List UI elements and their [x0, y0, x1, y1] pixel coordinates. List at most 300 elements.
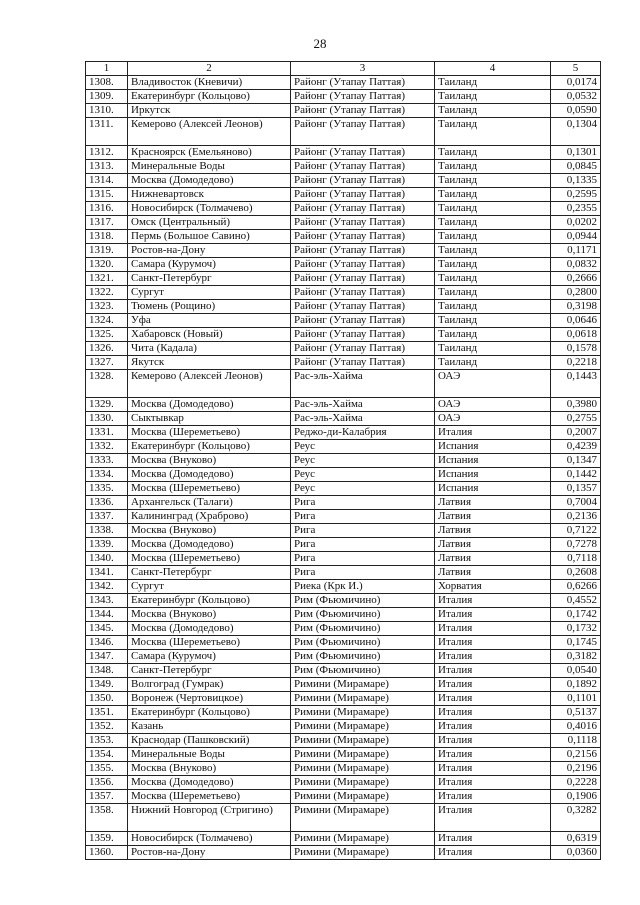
country-cell: Италия [435, 692, 551, 706]
row-number-cell: 1358. [86, 804, 128, 832]
coefficient-cell: 0,4552 [551, 594, 601, 608]
table-row [86, 734, 601, 748]
destination-airport-cell: Римини (Мирамаре) [291, 706, 435, 720]
departure-airport-cell: Сургут [128, 286, 291, 300]
row-number-cell: 1351. [86, 706, 128, 720]
coefficient-cell: 0,3282 [551, 804, 601, 832]
table-row [86, 174, 601, 188]
table-row [86, 272, 601, 286]
table-row [86, 426, 601, 440]
departure-airport-cell: Волгоград (Гумрак) [128, 678, 291, 692]
row-number-cell: 1315. [86, 188, 128, 202]
table-row [86, 244, 601, 258]
table-row [86, 76, 601, 90]
coefficient-cell: 0,2228 [551, 776, 601, 790]
row-number-cell: 1333. [86, 454, 128, 468]
table-row [86, 496, 601, 510]
destination-airport-cell: Римини (Мирамаре) [291, 776, 435, 790]
coefficient-cell: 0,0845 [551, 160, 601, 174]
destination-airport-cell: Римини (Мирамаре) [291, 720, 435, 734]
table-row [86, 664, 601, 678]
coefficient-cell: 0,1732 [551, 622, 601, 636]
row-number-cell: 1357. [86, 790, 128, 804]
coefficient-cell: 0,4239 [551, 440, 601, 454]
country-cell: Италия [435, 762, 551, 776]
departure-airport-cell: Самара (Курумоч) [128, 258, 291, 272]
row-number-cell: 1355. [86, 762, 128, 776]
coefficient-cell: 0,2608 [551, 566, 601, 580]
row-number-cell: 1343. [86, 594, 128, 608]
destination-airport-cell: Районг (Утапау Паттая) [291, 202, 435, 216]
table-row [86, 468, 601, 482]
departure-airport-cell: Ростов-на-Дону [128, 846, 291, 860]
departure-airport-cell: Чита (Кадала) [128, 342, 291, 356]
row-number-cell: 1348. [86, 664, 128, 678]
coefficient-cell: 0,1118 [551, 734, 601, 748]
row-number-cell: 1345. [86, 622, 128, 636]
table-row [86, 762, 601, 776]
destination-airport-cell: Рига [291, 496, 435, 510]
destination-airport-cell: Районг (Утапау Паттая) [291, 328, 435, 342]
destination-airport-cell: Римини (Мирамаре) [291, 692, 435, 706]
country-cell: Италия [435, 734, 551, 748]
table-row [86, 622, 601, 636]
destination-airport-cell: Рига [291, 510, 435, 524]
table-row [86, 342, 601, 356]
table-row [86, 356, 601, 370]
table-row [86, 202, 601, 216]
country-cell: Таиланд [435, 230, 551, 244]
table-row [86, 636, 601, 650]
country-cell: Таиланд [435, 146, 551, 160]
destination-airport-cell: Рим (Фьюмичино) [291, 650, 435, 664]
country-cell: Италия [435, 678, 551, 692]
page-number: 28 [313, 36, 327, 51]
coefficient-cell: 0,7118 [551, 552, 601, 566]
routes-table [85, 61, 601, 860]
row-number-cell: 1318. [86, 230, 128, 244]
coefficient-cell: 0,0832 [551, 258, 601, 272]
country-cell: Италия [435, 720, 551, 734]
table-row [86, 678, 601, 692]
coefficient-cell: 0,1304 [551, 118, 601, 146]
row-number-cell: 1359. [86, 832, 128, 846]
departure-airport-cell: Новосибирск (Толмачево) [128, 202, 291, 216]
departure-airport-cell: Кемерово (Алексей Леонов) [128, 118, 291, 146]
country-cell: Италия [435, 650, 551, 664]
coefficient-cell: 0,2136 [551, 510, 601, 524]
destination-airport-cell: Реус [291, 482, 435, 496]
coefficient-cell: 0,7278 [551, 538, 601, 552]
row-number-cell: 1331. [86, 426, 128, 440]
departure-airport-cell: Москва (Домодедово) [128, 776, 291, 790]
coefficient-cell: 0,2355 [551, 202, 601, 216]
row-number-cell: 1327. [86, 356, 128, 370]
destination-airport-cell: Районг (Утапау Паттая) [291, 160, 435, 174]
row-number-cell: 1347. [86, 650, 128, 664]
destination-airport-cell: Районг (Утапау Паттая) [291, 314, 435, 328]
country-cell: Таиланд [435, 118, 551, 146]
coefficient-cell: 0,2196 [551, 762, 601, 776]
departure-airport-cell: Москва (Шереметьево) [128, 790, 291, 804]
coefficient-cell: 0,0540 [551, 664, 601, 678]
coefficient-cell: 0,2595 [551, 188, 601, 202]
country-cell: Латвия [435, 496, 551, 510]
row-number-cell: 1330. [86, 412, 128, 426]
row-number-cell: 1339. [86, 538, 128, 552]
coefficient-cell: 0,3198 [551, 300, 601, 314]
departure-airport-cell: Санкт-Петербург [128, 272, 291, 286]
departure-airport-cell: Самара (Курумоч) [128, 650, 291, 664]
destination-airport-cell: Рига [291, 524, 435, 538]
country-cell: Италия [435, 664, 551, 678]
row-number-cell: 1353. [86, 734, 128, 748]
coefficient-cell: 0,0944 [551, 230, 601, 244]
departure-airport-cell: Екатеринбург (Кольцово) [128, 440, 291, 454]
coefficient-cell: 0,1745 [551, 636, 601, 650]
country-cell: Италия [435, 622, 551, 636]
country-cell: Латвия [435, 538, 551, 552]
row-number-cell: 1308. [86, 76, 128, 90]
destination-airport-cell: Районг (Утапау Паттая) [291, 118, 435, 146]
table-body [86, 76, 601, 860]
table-row [86, 370, 601, 398]
country-cell: ОАЭ [435, 370, 551, 398]
departure-airport-cell: Екатеринбург (Кольцово) [128, 594, 291, 608]
destination-airport-cell: Районг (Утапау Паттая) [291, 76, 435, 90]
departure-airport-cell: Екатеринбург (Кольцово) [128, 706, 291, 720]
country-cell: Испания [435, 440, 551, 454]
row-number-cell: 1356. [86, 776, 128, 790]
country-cell: Таиланд [435, 356, 551, 370]
departure-airport-cell: Иркутск [128, 104, 291, 118]
country-cell: Латвия [435, 566, 551, 580]
table-row [86, 832, 601, 846]
row-number-cell: 1310. [86, 104, 128, 118]
destination-airport-cell: Римини (Мирамаре) [291, 748, 435, 762]
destination-airport-cell: Римини (Мирамаре) [291, 762, 435, 776]
table-row [86, 188, 601, 202]
departure-airport-cell: Москва (Шереметьево) [128, 482, 291, 496]
row-number-cell: 1311. [86, 118, 128, 146]
table-row [86, 720, 601, 734]
coefficient-cell: 0,1335 [551, 174, 601, 188]
table-row [86, 300, 601, 314]
coefficient-cell: 0,1442 [551, 468, 601, 482]
table-row [86, 118, 601, 146]
coefficient-cell: 0,2218 [551, 356, 601, 370]
coefficient-cell: 0,1578 [551, 342, 601, 356]
country-cell: Таиланд [435, 216, 551, 230]
table-row [86, 328, 601, 342]
destination-airport-cell: Рас-эль-Хайма [291, 370, 435, 398]
row-number-cell: 1346. [86, 636, 128, 650]
coefficient-cell: 0,1347 [551, 454, 601, 468]
table-row [86, 160, 601, 174]
row-number-cell: 1321. [86, 272, 128, 286]
country-cell: ОАЭ [435, 412, 551, 426]
column-header: 1 [86, 62, 128, 76]
country-cell: Латвия [435, 552, 551, 566]
destination-airport-cell: Районг (Утапау Паттая) [291, 146, 435, 160]
country-cell: Таиланд [435, 328, 551, 342]
country-cell: Италия [435, 846, 551, 860]
table-row [86, 552, 601, 566]
table-row [86, 538, 601, 552]
departure-airport-cell: Сургут [128, 580, 291, 594]
coefficient-cell: 0,1101 [551, 692, 601, 706]
country-cell: Латвия [435, 524, 551, 538]
row-number-cell: 1335. [86, 482, 128, 496]
table-row [86, 510, 601, 524]
table-row [86, 482, 601, 496]
row-number-cell: 1350. [86, 692, 128, 706]
departure-airport-cell: Нижний Новгород (Стригино) [128, 804, 291, 832]
coefficient-cell: 0,1742 [551, 608, 601, 622]
country-cell: Таиланд [435, 160, 551, 174]
table-row [86, 230, 601, 244]
row-number-cell: 1325. [86, 328, 128, 342]
country-cell: Таиланд [435, 314, 551, 328]
country-cell: Таиланд [435, 244, 551, 258]
destination-airport-cell: Римини (Мирамаре) [291, 846, 435, 860]
destination-airport-cell: Реджо-ди-Калабрия [291, 426, 435, 440]
coefficient-cell: 0,1301 [551, 146, 601, 160]
departure-airport-cell: Воронеж (Чертовицкое) [128, 692, 291, 706]
destination-airport-cell: Реус [291, 454, 435, 468]
departure-airport-cell: Ростов-на-Дону [128, 244, 291, 258]
coefficient-cell: 0,0532 [551, 90, 601, 104]
departure-airport-cell: Красноярск (Емельяново) [128, 146, 291, 160]
country-cell: Таиланд [435, 202, 551, 216]
table-row [86, 258, 601, 272]
departure-airport-cell: Екатеринбург (Кольцово) [128, 90, 291, 104]
destination-airport-cell: Районг (Утапау Паттая) [291, 230, 435, 244]
departure-airport-cell: Москва (Шереметьево) [128, 636, 291, 650]
departure-airport-cell: Уфа [128, 314, 291, 328]
destination-airport-cell: Районг (Утапау Паттая) [291, 174, 435, 188]
row-number-cell: 1314. [86, 174, 128, 188]
coefficient-cell: 0,2666 [551, 272, 601, 286]
column-header: 4 [435, 62, 551, 76]
departure-airport-cell: Казань [128, 720, 291, 734]
row-number-cell: 1332. [86, 440, 128, 454]
coefficient-cell: 0,6319 [551, 832, 601, 846]
row-number-cell: 1324. [86, 314, 128, 328]
destination-airport-cell: Районг (Утапау Паттая) [291, 342, 435, 356]
departure-airport-cell: Архангельск (Талаги) [128, 496, 291, 510]
table-row [86, 594, 601, 608]
row-number-cell: 1320. [86, 258, 128, 272]
row-number-cell: 1322. [86, 286, 128, 300]
row-number-cell: 1317. [86, 216, 128, 230]
departure-airport-cell: Минеральные Воды [128, 748, 291, 762]
coefficient-cell: 0,2007 [551, 426, 601, 440]
country-cell: Таиланд [435, 342, 551, 356]
country-cell: ОАЭ [435, 398, 551, 412]
country-cell: Италия [435, 706, 551, 720]
departure-airport-cell: Москва (Домодедово) [128, 174, 291, 188]
destination-airport-cell: Районг (Утапау Паттая) [291, 104, 435, 118]
row-number-cell: 1360. [86, 846, 128, 860]
row-number-cell: 1328. [86, 370, 128, 398]
table-row [86, 454, 601, 468]
row-number-cell: 1337. [86, 510, 128, 524]
departure-airport-cell: Санкт-Петербург [128, 664, 291, 678]
table-header-row [86, 62, 601, 76]
coefficient-cell: 0,6266 [551, 580, 601, 594]
departure-airport-cell: Москва (Шереметьево) [128, 552, 291, 566]
column-header: 3 [291, 62, 435, 76]
departure-airport-cell: Омск (Центральный) [128, 216, 291, 230]
country-cell: Таиланд [435, 258, 551, 272]
departure-airport-cell: Калининград (Храброво) [128, 510, 291, 524]
column-header: 2 [128, 62, 291, 76]
table-row [86, 440, 601, 454]
destination-airport-cell: Рига [291, 552, 435, 566]
coefficient-cell: 0,3182 [551, 650, 601, 664]
country-cell: Таиланд [435, 300, 551, 314]
coefficient-cell: 0,1892 [551, 678, 601, 692]
coefficient-cell: 0,1357 [551, 482, 601, 496]
departure-airport-cell: Новосибирск (Толмачево) [128, 832, 291, 846]
table-row [86, 286, 601, 300]
country-cell: Италия [435, 832, 551, 846]
table-row [86, 846, 601, 860]
table-row [86, 580, 601, 594]
row-number-cell: 1326. [86, 342, 128, 356]
destination-airport-cell: Рим (Фьюмичино) [291, 608, 435, 622]
row-number-cell: 1319. [86, 244, 128, 258]
departure-airport-cell: Кемерово (Алексей Леонов) [128, 370, 291, 398]
departure-airport-cell: Москва (Внуково) [128, 454, 291, 468]
departure-airport-cell: Москва (Шереметьево) [128, 426, 291, 440]
destination-airport-cell: Реус [291, 440, 435, 454]
destination-airport-cell: Районг (Утапау Паттая) [291, 216, 435, 230]
departure-airport-cell: Москва (Домодедово) [128, 622, 291, 636]
coefficient-cell: 0,7004 [551, 496, 601, 510]
coefficient-cell: 0,1443 [551, 370, 601, 398]
coefficient-cell: 0,1171 [551, 244, 601, 258]
table-row [86, 748, 601, 762]
country-cell: Испания [435, 468, 551, 482]
departure-airport-cell: Москва (Внуково) [128, 762, 291, 776]
destination-airport-cell: Римини (Мирамаре) [291, 790, 435, 804]
coefficient-cell: 0,2800 [551, 286, 601, 300]
row-number-cell: 1309. [86, 90, 128, 104]
destination-airport-cell: Рас-эль-Хайма [291, 412, 435, 426]
departure-airport-cell: Сыктывкар [128, 412, 291, 426]
table-row [86, 706, 601, 720]
row-number-cell: 1354. [86, 748, 128, 762]
coefficient-cell: 0,4016 [551, 720, 601, 734]
row-number-cell: 1329. [86, 398, 128, 412]
departure-airport-cell: Москва (Внуково) [128, 524, 291, 538]
destination-airport-cell: Районг (Утапау Паттая) [291, 300, 435, 314]
destination-airport-cell: Районг (Утапау Паттая) [291, 244, 435, 258]
row-number-cell: 1341. [86, 566, 128, 580]
departure-airport-cell: Пермь (Большое Савино) [128, 230, 291, 244]
coefficient-cell: 0,2755 [551, 412, 601, 426]
table-row [86, 104, 601, 118]
coefficient-cell: 0,2156 [551, 748, 601, 762]
destination-airport-cell: Районг (Утапау Паттая) [291, 90, 435, 104]
row-number-cell: 1340. [86, 552, 128, 566]
row-number-cell: 1338. [86, 524, 128, 538]
country-cell: Таиланд [435, 272, 551, 286]
departure-airport-cell: Москва (Внуково) [128, 608, 291, 622]
country-cell: Хорватия [435, 580, 551, 594]
destination-airport-cell: Рига [291, 566, 435, 580]
destination-airport-cell: Рим (Фьюмичино) [291, 594, 435, 608]
row-number-cell: 1312. [86, 146, 128, 160]
country-cell: Таиланд [435, 104, 551, 118]
destination-airport-cell: Римини (Мирамаре) [291, 832, 435, 846]
departure-airport-cell: Тюмень (Рощино) [128, 300, 291, 314]
table-row [86, 566, 601, 580]
row-number-cell: 1336. [86, 496, 128, 510]
table-row [86, 608, 601, 622]
destination-airport-cell: Районг (Утапау Паттая) [291, 356, 435, 370]
table-row [86, 804, 601, 832]
row-number-cell: 1334. [86, 468, 128, 482]
country-cell: Таиланд [435, 76, 551, 90]
country-cell: Италия [435, 636, 551, 650]
table-row [86, 314, 601, 328]
country-cell: Италия [435, 790, 551, 804]
destination-airport-cell: Рига [291, 538, 435, 552]
row-number-cell: 1349. [86, 678, 128, 692]
country-cell: Италия [435, 594, 551, 608]
departure-airport-cell: Якутск [128, 356, 291, 370]
country-cell: Италия [435, 804, 551, 832]
country-cell: Таиланд [435, 174, 551, 188]
country-cell: Италия [435, 608, 551, 622]
destination-airport-cell: Районг (Утапау Паттая) [291, 188, 435, 202]
table-row [86, 776, 601, 790]
departure-airport-cell: Краснодар (Пашковский) [128, 734, 291, 748]
coefficient-cell: 0,0590 [551, 104, 601, 118]
table-row [86, 692, 601, 706]
table-row [86, 216, 601, 230]
departure-airport-cell: Москва (Домодедово) [128, 398, 291, 412]
country-cell: Италия [435, 776, 551, 790]
coefficient-cell: 0,7122 [551, 524, 601, 538]
destination-airport-cell: Рим (Фьюмичино) [291, 636, 435, 650]
column-header: 5 [551, 62, 601, 76]
departure-airport-cell: Нижневартовск [128, 188, 291, 202]
coefficient-cell: 0,0360 [551, 846, 601, 860]
row-number-cell: 1342. [86, 580, 128, 594]
departure-airport-cell: Минеральные Воды [128, 160, 291, 174]
coefficient-cell: 0,1906 [551, 790, 601, 804]
destination-airport-cell: Рас-эль-Хайма [291, 398, 435, 412]
table-row [86, 90, 601, 104]
departure-airport-cell: Хабаровск (Новый) [128, 328, 291, 342]
row-number-cell: 1323. [86, 300, 128, 314]
country-cell: Таиланд [435, 90, 551, 104]
coefficient-cell: 0,3980 [551, 398, 601, 412]
country-cell: Таиланд [435, 286, 551, 300]
row-number-cell: 1344. [86, 608, 128, 622]
coefficient-cell: 0,0202 [551, 216, 601, 230]
departure-airport-cell: Санкт-Петербург [128, 566, 291, 580]
coefficient-cell: 0,0646 [551, 314, 601, 328]
table-row [86, 790, 601, 804]
departure-airport-cell: Владивосток (Кневичи) [128, 76, 291, 90]
destination-airport-cell: Римини (Мирамаре) [291, 678, 435, 692]
destination-airport-cell: Рим (Фьюмичино) [291, 664, 435, 678]
